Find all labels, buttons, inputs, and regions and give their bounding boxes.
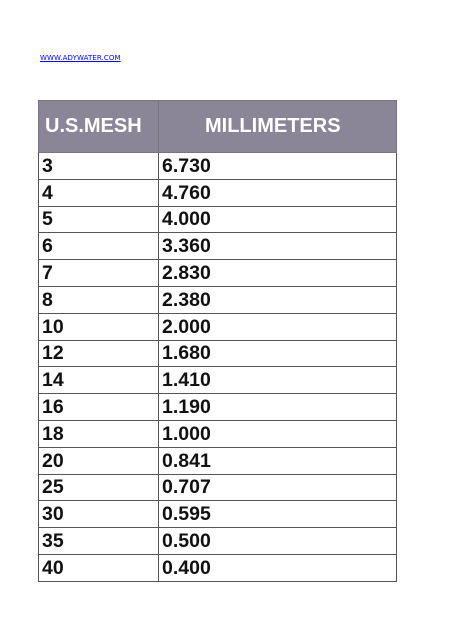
table-row — [39, 179, 397, 206]
mesh-size-cell: 16 — [39, 394, 159, 421]
table-row — [39, 554, 397, 581]
table-row — [39, 260, 397, 287]
millimeters-cell: 2.830 — [159, 260, 397, 287]
millimeters-cell: 1.410 — [159, 367, 397, 394]
mesh-size-cell: 40 — [39, 554, 159, 581]
millimeters-cell: 0.500 — [159, 528, 397, 555]
mesh-size-cell: 7 — [39, 260, 159, 287]
table-row — [39, 233, 397, 260]
millimeters-cell: 6.730 — [159, 153, 397, 180]
mesh-size-cell: 25 — [39, 474, 159, 501]
table-row — [39, 367, 397, 394]
millimeters-cell: 1.190 — [159, 394, 397, 421]
mesh-size-cell: 20 — [39, 447, 159, 474]
mesh-size-cell: 8 — [39, 286, 159, 313]
millimeters-cell: 4.000 — [159, 206, 397, 233]
table-row — [39, 206, 397, 233]
mesh-size-cell: 14 — [39, 367, 159, 394]
column-header-us-mesh: U.S.MESH — [39, 101, 159, 153]
millimeters-cell: 1.680 — [159, 340, 397, 367]
table-row — [39, 420, 397, 447]
table-row — [39, 286, 397, 313]
table-row — [39, 153, 397, 180]
millimeters-cell: 0.841 — [159, 447, 397, 474]
table-row — [39, 340, 397, 367]
mesh-size-cell: 30 — [39, 501, 159, 528]
millimeters-cell: 0.707 — [159, 474, 397, 501]
table-row — [39, 394, 397, 421]
table-row — [39, 313, 397, 340]
mesh-size-cell: 12 — [39, 340, 159, 367]
website-link[interactable]: WWW.ADYWATER.COM — [40, 54, 121, 62]
table-row — [39, 528, 397, 555]
millimeters-cell: 2.380 — [159, 286, 397, 313]
mesh-size-cell: 10 — [39, 313, 159, 340]
mesh-size-cell: 6 — [39, 233, 159, 260]
mesh-size-cell: 4 — [39, 179, 159, 206]
mesh-size-cell: 35 — [39, 528, 159, 555]
column-header-millimeters: MILLIMETERS — [159, 101, 397, 153]
millimeters-cell: 3.360 — [159, 233, 397, 260]
millimeters-cell: 0.595 — [159, 501, 397, 528]
millimeters-cell: 0.400 — [159, 554, 397, 581]
millimeters-cell: 4.760 — [159, 179, 397, 206]
table-row — [39, 447, 397, 474]
millimeters-cell: 2.000 — [159, 313, 397, 340]
table-row — [39, 501, 397, 528]
table-body — [39, 153, 397, 582]
millimeters-cell: 1.000 — [159, 420, 397, 447]
table-row — [39, 474, 397, 501]
mesh-size-cell: 3 — [39, 153, 159, 180]
mesh-size-cell: 5 — [39, 206, 159, 233]
table-header-row — [39, 101, 397, 153]
mesh-conversion-table — [38, 100, 397, 582]
mesh-size-cell: 18 — [39, 420, 159, 447]
